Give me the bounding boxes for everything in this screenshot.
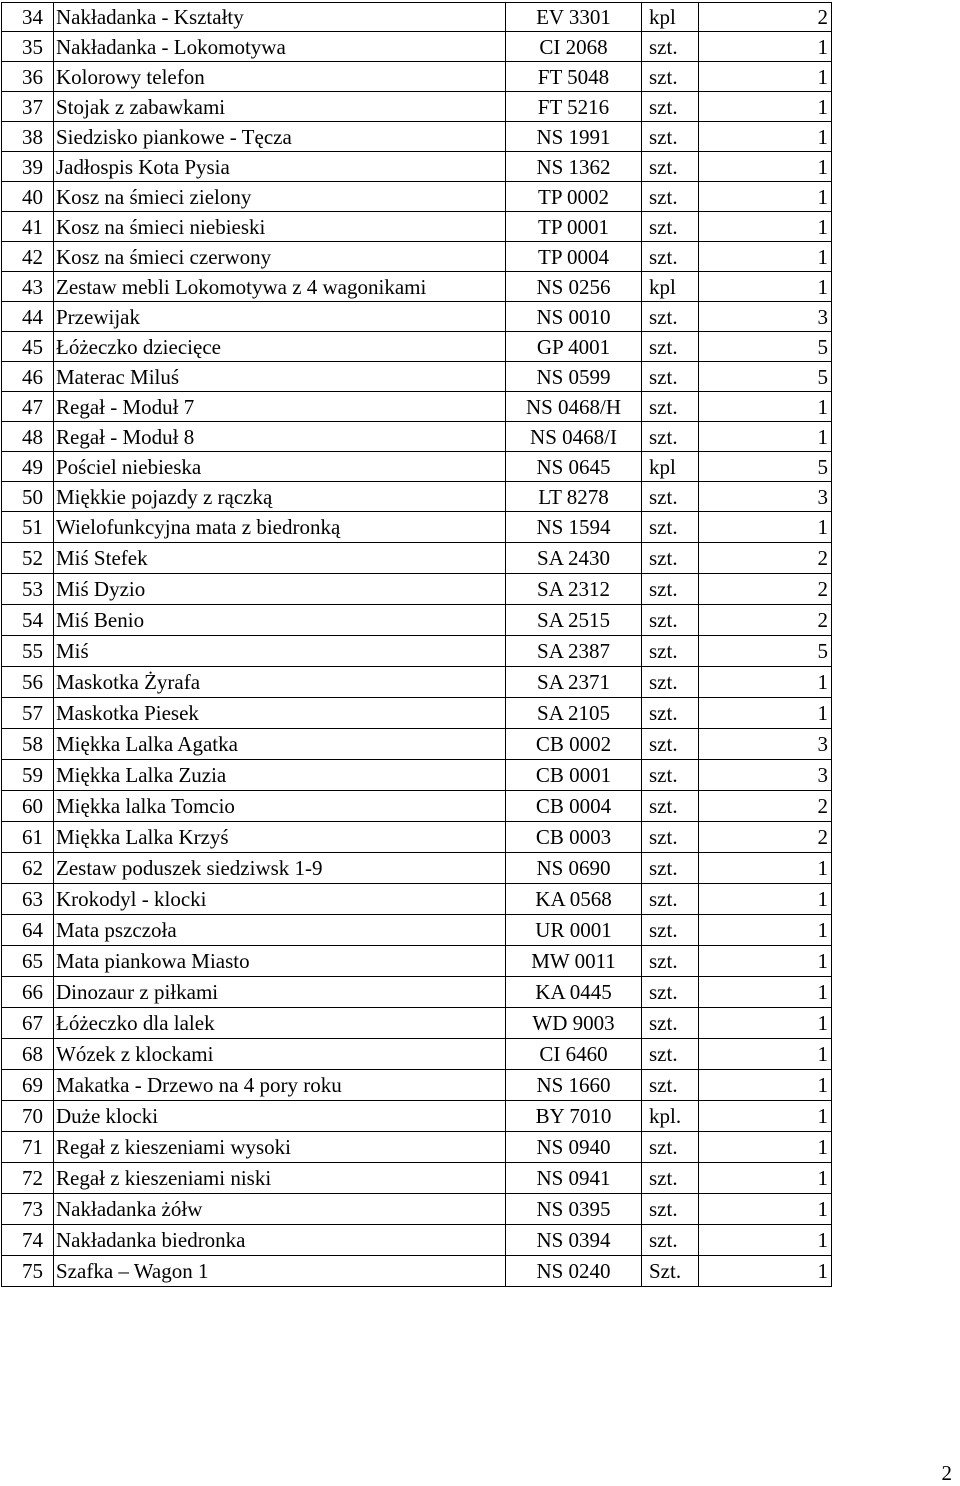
item-name: Miękka Lalka Agatka [54, 729, 506, 760]
row-number: 74 [2, 1225, 54, 1256]
item-code: SA 2430 [506, 543, 642, 574]
item-code: NS 0468/H [506, 392, 642, 422]
item-unit: kpl. [642, 1101, 699, 1132]
item-quantity: 5 [699, 452, 832, 482]
row-number: 47 [2, 392, 54, 422]
item-quantity: 2 [699, 791, 832, 822]
item-name: Duże klocki [54, 1101, 506, 1132]
item-unit: szt. [642, 760, 699, 791]
item-unit: Szt. [642, 1256, 699, 1287]
item-code: NS 1660 [506, 1070, 642, 1101]
row-number: 42 [2, 242, 54, 272]
table-row [2, 760, 832, 791]
item-name: Nakładanka żółw [54, 1194, 506, 1225]
item-code: NS 0394 [506, 1225, 642, 1256]
row-number: 36 [2, 62, 54, 92]
table-row [2, 605, 832, 636]
row-number: 75 [2, 1256, 54, 1287]
item-code: MW 0011 [506, 946, 642, 977]
item-name: Zestaw poduszek siedziwsk 1-9 [54, 853, 506, 884]
table-row [2, 1163, 832, 1194]
item-unit: szt. [642, 605, 699, 636]
item-code: FT 5216 [506, 92, 642, 122]
item-unit: szt. [642, 242, 699, 272]
item-unit: szt. [642, 62, 699, 92]
item-name: Przewijak [54, 302, 506, 332]
table-row [2, 1225, 832, 1256]
items-table-body [2, 3, 832, 1287]
table-row [2, 884, 832, 915]
item-name: Miś Benio [54, 605, 506, 636]
item-name: Dinozaur z piłkami [54, 977, 506, 1008]
row-number: 71 [2, 1132, 54, 1163]
table-row [2, 512, 832, 543]
item-quantity: 1 [699, 1163, 832, 1194]
item-unit: szt. [642, 482, 699, 512]
item-name: Regał - Moduł 7 [54, 392, 506, 422]
item-unit: szt. [642, 1039, 699, 1070]
item-code: BY 7010 [506, 1101, 642, 1132]
item-unit: szt. [642, 362, 699, 392]
table-row [2, 977, 832, 1008]
item-code: FT 5048 [506, 62, 642, 92]
item-quantity: 1 [699, 92, 832, 122]
item-code: WD 9003 [506, 1008, 642, 1039]
row-number: 70 [2, 1101, 54, 1132]
row-number: 48 [2, 422, 54, 452]
item-code: NS 0240 [506, 1256, 642, 1287]
table-row [2, 152, 832, 182]
item-unit: szt. [642, 332, 699, 362]
item-quantity: 1 [699, 698, 832, 729]
item-name: Regał z kieszeniami niski [54, 1163, 506, 1194]
item-name: Jadłospis Kota Pysia [54, 152, 506, 182]
table-row [2, 422, 832, 452]
table-row [2, 1039, 832, 1070]
item-name: Nakładanka biedronka [54, 1225, 506, 1256]
row-number: 54 [2, 605, 54, 636]
table-row [2, 853, 832, 884]
row-number: 45 [2, 332, 54, 362]
item-quantity: 1 [699, 1101, 832, 1132]
row-number: 40 [2, 182, 54, 212]
item-quantity: 2 [699, 822, 832, 853]
item-quantity: 1 [699, 1225, 832, 1256]
item-unit: szt. [642, 32, 699, 62]
item-code: SA 2387 [506, 636, 642, 667]
item-unit: szt. [642, 92, 699, 122]
item-unit: szt. [642, 791, 699, 822]
item-name: Nakładanka - Lokomotywa [54, 32, 506, 62]
table-row [2, 667, 832, 698]
row-number: 53 [2, 574, 54, 605]
item-name: Makatka - Drzewo na 4 pory roku [54, 1070, 506, 1101]
item-code: SA 2105 [506, 698, 642, 729]
item-quantity: 1 [699, 1194, 832, 1225]
row-number: 34 [2, 3, 54, 32]
table-row [2, 915, 832, 946]
item-unit: szt. [642, 302, 699, 332]
table-row [2, 242, 832, 272]
item-name: Maskotka Żyrafa [54, 667, 506, 698]
item-unit: szt. [642, 1132, 699, 1163]
item-unit: szt. [642, 946, 699, 977]
table-row [2, 698, 832, 729]
item-quantity: 1 [699, 32, 832, 62]
row-number: 63 [2, 884, 54, 915]
item-name: Mata pszczoła [54, 915, 506, 946]
item-code: NS 0395 [506, 1194, 642, 1225]
row-number: 39 [2, 152, 54, 182]
row-number: 49 [2, 452, 54, 482]
item-unit: szt. [642, 698, 699, 729]
item-code: UR 0001 [506, 915, 642, 946]
item-unit: szt. [642, 1070, 699, 1101]
item-code: NS 0256 [506, 272, 642, 302]
item-quantity: 2 [699, 543, 832, 574]
table-row [2, 122, 832, 152]
item-name: Materac Miluś [54, 362, 506, 392]
item-quantity: 1 [699, 946, 832, 977]
item-quantity: 1 [699, 122, 832, 152]
row-number: 73 [2, 1194, 54, 1225]
row-number: 67 [2, 1008, 54, 1039]
row-number: 52 [2, 543, 54, 574]
item-quantity: 1 [699, 1132, 832, 1163]
row-number: 72 [2, 1163, 54, 1194]
item-quantity: 1 [699, 182, 832, 212]
item-code: NS 1594 [506, 512, 642, 543]
item-name: Miś Stefek [54, 543, 506, 574]
item-quantity: 5 [699, 332, 832, 362]
table-row [2, 1101, 832, 1132]
item-quantity: 1 [699, 1039, 832, 1070]
table-row [2, 62, 832, 92]
item-code: CB 0003 [506, 822, 642, 853]
item-code: NS 0010 [506, 302, 642, 332]
item-quantity: 5 [699, 636, 832, 667]
item-quantity: 1 [699, 242, 832, 272]
item-unit: szt. [642, 884, 699, 915]
item-name: Zestaw mebli Lokomotywa z 4 wagonikami [54, 272, 506, 302]
item-name: Łóżeczko dla lalek [54, 1008, 506, 1039]
item-unit: szt. [642, 1163, 699, 1194]
item-quantity: 1 [699, 422, 832, 452]
item-quantity: 3 [699, 729, 832, 760]
item-code: TP 0001 [506, 212, 642, 242]
item-name: Łóżeczko dziecięce [54, 332, 506, 362]
table-row [2, 182, 832, 212]
table-row [2, 543, 832, 574]
item-unit: szt. [642, 422, 699, 452]
row-number: 37 [2, 92, 54, 122]
item-unit: szt. [642, 122, 699, 152]
row-number: 55 [2, 636, 54, 667]
item-name: Siedzisko piankowe - Tęcza [54, 122, 506, 152]
table-row [2, 1256, 832, 1287]
item-unit: kpl [642, 272, 699, 302]
table-row [2, 1070, 832, 1101]
table-row [2, 791, 832, 822]
row-number: 46 [2, 362, 54, 392]
item-name: Krokodyl - klocki [54, 884, 506, 915]
item-quantity: 3 [699, 760, 832, 791]
item-code: SA 2515 [506, 605, 642, 636]
item-unit: szt. [642, 1008, 699, 1039]
table-row [2, 92, 832, 122]
item-unit: szt. [642, 574, 699, 605]
item-quantity: 1 [699, 884, 832, 915]
item-code: EV 3301 [506, 3, 642, 32]
item-quantity: 2 [699, 574, 832, 605]
item-code: CB 0004 [506, 791, 642, 822]
item-code: CB 0002 [506, 729, 642, 760]
item-code: CI 2068 [506, 32, 642, 62]
item-code: KA 0568 [506, 884, 642, 915]
item-code: NS 0941 [506, 1163, 642, 1194]
item-unit: szt. [642, 915, 699, 946]
table-row [2, 1194, 832, 1225]
item-quantity: 1 [699, 392, 832, 422]
item-quantity: 1 [699, 1256, 832, 1287]
item-quantity: 1 [699, 212, 832, 242]
item-code: NS 0599 [506, 362, 642, 392]
item-quantity: 2 [699, 605, 832, 636]
item-name: Regał z kieszeniami wysoki [54, 1132, 506, 1163]
item-unit: kpl [642, 452, 699, 482]
row-number: 57 [2, 698, 54, 729]
table-row [2, 302, 832, 332]
item-name: Miękka Lalka Zuzia [54, 760, 506, 791]
item-code: LT 8278 [506, 482, 642, 512]
row-number: 58 [2, 729, 54, 760]
table-row [2, 482, 832, 512]
item-name: Kosz na śmieci czerwony [54, 242, 506, 272]
item-quantity: 1 [699, 272, 832, 302]
item-unit: szt. [642, 392, 699, 422]
item-unit: szt. [642, 512, 699, 543]
item-unit: szt. [642, 212, 699, 242]
item-unit: szt. [642, 152, 699, 182]
page-number: 2 [941, 1461, 952, 1485]
item-code: GP 4001 [506, 332, 642, 362]
item-quantity: 1 [699, 62, 832, 92]
table-row [2, 392, 832, 422]
item-code: KA 0445 [506, 977, 642, 1008]
item-code: NS 1991 [506, 122, 642, 152]
table-row [2, 574, 832, 605]
item-name: Kolorowy telefon [54, 62, 506, 92]
item-code: CI 6460 [506, 1039, 642, 1070]
item-name: Szafka – Wagon 1 [54, 1256, 506, 1287]
item-name: Miś [54, 636, 506, 667]
item-quantity: 3 [699, 302, 832, 332]
item-name: Kosz na śmieci zielony [54, 182, 506, 212]
row-number: 43 [2, 272, 54, 302]
item-name: Pościel niebieska [54, 452, 506, 482]
table-row [2, 946, 832, 977]
item-code: NS 0940 [506, 1132, 642, 1163]
row-number: 50 [2, 482, 54, 512]
table-row [2, 332, 832, 362]
item-quantity: 1 [699, 152, 832, 182]
item-code: TP 0002 [506, 182, 642, 212]
table-row [2, 452, 832, 482]
row-number: 41 [2, 212, 54, 242]
row-number: 61 [2, 822, 54, 853]
row-number: 35 [2, 32, 54, 62]
table-row [2, 212, 832, 242]
item-name: Maskotka Piesek [54, 698, 506, 729]
item-name: Regał - Moduł 8 [54, 422, 506, 452]
item-name: Wózek z klockami [54, 1039, 506, 1070]
item-quantity: 1 [699, 512, 832, 543]
item-unit: szt. [642, 977, 699, 1008]
item-name: Miękka Lalka Krzyś [54, 822, 506, 853]
item-code: TP 0004 [506, 242, 642, 272]
item-code: SA 2371 [506, 667, 642, 698]
item-quantity: 1 [699, 915, 832, 946]
item-name: Miękkie pojazdy z rączką [54, 482, 506, 512]
table-row [2, 362, 832, 392]
item-quantity: 1 [699, 977, 832, 1008]
item-name: Miś Dyzio [54, 574, 506, 605]
table-row [2, 636, 832, 667]
table-row [2, 272, 832, 302]
item-unit: szt. [642, 667, 699, 698]
item-unit: szt. [642, 729, 699, 760]
item-code: NS 0690 [506, 853, 642, 884]
row-number: 68 [2, 1039, 54, 1070]
table-row [2, 3, 832, 32]
table-row [2, 32, 832, 62]
item-code: CB 0001 [506, 760, 642, 791]
row-number: 51 [2, 512, 54, 543]
table-row [2, 822, 832, 853]
row-number: 38 [2, 122, 54, 152]
item-unit: szt. [642, 543, 699, 574]
row-number: 59 [2, 760, 54, 791]
item-unit: szt. [642, 636, 699, 667]
item-code: NS 0645 [506, 452, 642, 482]
item-unit: kpl [642, 3, 699, 32]
item-name: Stojak z zabawkami [54, 92, 506, 122]
item-name: Kosz na śmieci niebieski [54, 212, 506, 242]
item-quantity: 1 [699, 1070, 832, 1101]
item-code: SA 2312 [506, 574, 642, 605]
row-number: 65 [2, 946, 54, 977]
row-number: 60 [2, 791, 54, 822]
item-quantity: 1 [699, 853, 832, 884]
item-quantity: 1 [699, 667, 832, 698]
row-number: 66 [2, 977, 54, 1008]
item-name: Wielofunkcyjna mata z biedronką [54, 512, 506, 543]
table-row [2, 1008, 832, 1039]
item-quantity: 1 [699, 1008, 832, 1039]
row-number: 56 [2, 667, 54, 698]
row-number: 64 [2, 915, 54, 946]
item-unit: szt. [642, 1194, 699, 1225]
items-table [1, 2, 832, 1287]
item-name: Mata piankowa Miasto [54, 946, 506, 977]
item-name: Miękka lalka Tomcio [54, 791, 506, 822]
row-number: 44 [2, 302, 54, 332]
item-quantity: 5 [699, 362, 832, 392]
item-unit: szt. [642, 853, 699, 884]
item-quantity: 2 [699, 3, 832, 32]
item-code: NS 0468/I [506, 422, 642, 452]
item-unit: szt. [642, 182, 699, 212]
row-number: 69 [2, 1070, 54, 1101]
item-unit: szt. [642, 822, 699, 853]
table-row [2, 729, 832, 760]
item-code: NS 1362 [506, 152, 642, 182]
item-unit: szt. [642, 1225, 699, 1256]
item-quantity: 3 [699, 482, 832, 512]
table-row [2, 1132, 832, 1163]
item-name: Nakładanka - Kształty [54, 3, 506, 32]
row-number: 62 [2, 853, 54, 884]
